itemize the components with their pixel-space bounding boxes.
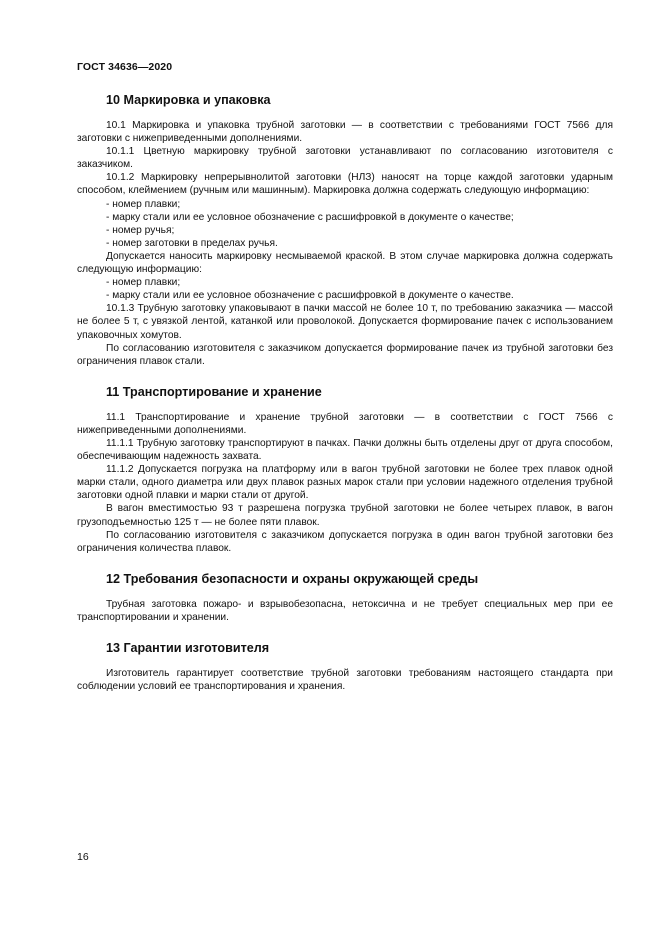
paragraph: По согласованию изготовителя с заказчиком допускается формирование пачек из трубной заготовки без ограничения плавок стали. [77,342,613,367]
paragraph: 11.1.2 Допускается погрузка на платформу или в вагон трубной заготовки не более трех плавок одной марки стали, одного диаметра или двух плавок разных марок стали при условии надежного отделения трубной заготовки одной плавки и марки стали от другой. [77,464,613,502]
document-body [77,92,613,709]
section-13-title: 13 Гарантии изготовителя [106,641,270,655]
section-10-title: 10 Маркировка и упаковка [106,93,271,107]
paragraph: 10.1 Маркировка и упаковка трубной заготовки — в соответствии с требованиями ГОСТ 7566 для заготовки с нижеприведенными дополнениями. [77,120,613,145]
paragraph: Изготовитель гарантирует соответствие трубной заготовки требованиям настоящего стандарта при соблюдении условий ее транспортирования и хранения. [77,668,613,693]
list-item: - марку стали или ее условное обозначение с расшифровкой в документе о качестве; [106,211,514,223]
paragraph: 11.1.1 Трубную заготовку транспортируют в пачках. Пачки должны быть отделены друг от друга способом, обеспечивающим надежность захвата. [77,437,613,463]
paragraph: Трубная заготовка пожаро- и взрывобезопасна, нетоксична и не требует специальных мер при ее транспортировании и хранении. [77,598,613,623]
paragraph: 10.1.3 Трубную заготовку упаковывают в пачки массой не более 10 т, по требованию заказчика — массой не более 5 т, с увязкой лентой, катанкой или проволокой. Допускается формирование пачек с использованием упаковочных хомутов. [77,303,613,341]
section-12 [77,571,613,624]
paragraph: 10.1.1 Цветную маркировку трубной заготовки устанавливают по согласованию изготовителя с заказчиком. [77,146,613,171]
list-item: - номер заготовки в пределах ручья. [106,237,278,249]
paragraph: 11.1 Транспортирование и хранение трубной заготовки — в соответствии с ГОСТ 7566 с нижеприведенными дополнениями. [77,411,613,436]
section-10 [77,92,613,368]
page-number: 16 [77,851,89,863]
section-13 [77,640,613,693]
paragraph: Допускается наносить маркировку несмываемой краской. В этом случае маркировка должна содержать следующую информацию: [77,250,613,276]
document-header: ГОСТ 34636—2020 [77,61,173,73]
section-11-title: 11 Транспортирование и хранение [106,384,322,399]
list-item: - номер ручья; [106,224,175,236]
section-12-title: 12 Требования безопасности и охраны окружающей среды [106,571,479,586]
list-item: - марку стали или ее условное обозначение с расшифровкой в документе о качестве. [106,290,514,302]
paragraph: В вагон вместимостью 93 т разрешена погрузка трубной заготовки не более четырех плавок, в вагон грузоподъемностью 125 т — не более пяти плавок. [77,503,613,528]
list-item: - номер плавки; [106,277,181,289]
section-11 [77,384,613,555]
paragraph: По согласованию изготовителя с заказчиком допускается погрузка в один вагон трубной заготовки без ограничения количества плавок. [77,529,613,554]
list-item: - номер плавки; [106,198,181,210]
paragraph: 10.1.2 Маркировку непрерывнолитой заготовки (НЛЗ) наносят на торце каждой заготовки ударным способом, клеймением (ручным или машинным). Маркировка должна содержать следующую информацию: [77,172,613,197]
